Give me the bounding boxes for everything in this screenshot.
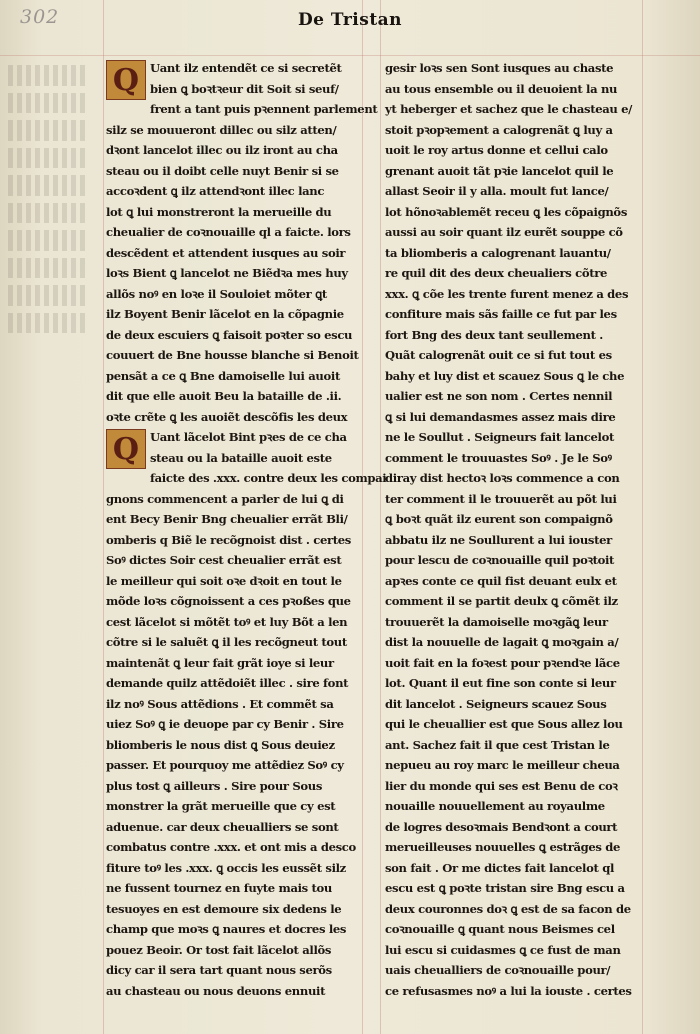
text-line: silz se mouueront dillec ou silz atten/	[106, 122, 337, 137]
text-line: gesir loꝛs sen Sont iusques au chaste	[385, 61, 614, 75]
text-line: mõde loꝛs cõgnoissent a ces pꝛoßes que	[106, 594, 351, 608]
text-line: nouaille nouuellement au royaulme	[385, 799, 605, 813]
text-line: diray dist hectoꝛ loꝛs commence a con	[385, 471, 620, 485]
text-line: demande quilz attẽdoiẽt illec . sire font	[106, 676, 349, 690]
text-line: accoꝛdent ꝗ ilz attendꝛont illec lanc	[106, 184, 325, 198]
text-line: ne fussent tournez en fuyte mais tou	[106, 881, 332, 895]
text-line: deux couronnes doꝛ ꝗ est de sa facon de	[385, 901, 631, 916]
text-line: descẽdent et attendent iusques au soir	[106, 245, 346, 260]
text-line: son fait . Or me dictes fait lancelot ql	[385, 860, 614, 875]
text-line: coꝛnouaille ꝗ quant nous Beismes cel	[385, 922, 615, 936]
text-line: uoit le roy artus donne et cellui calo	[385, 143, 608, 157]
text-line: cheualier de coꝛnouaille ql a faicte. lors	[106, 225, 351, 239]
text-line: uiez Soꝰ ꝗ ie deuope par cy Benir . Sire	[106, 717, 344, 731]
text-line: dꝛont lancelot illec ou ilz iront au cha	[106, 143, 338, 157]
text-line: dicy car il sera tart quant nous serõs	[106, 963, 332, 977]
ruling-line	[642, 0, 643, 1034]
ruling-line	[362, 0, 363, 1034]
text-line: steau ou il doibt celle nuyt Benir si se	[106, 163, 339, 178]
text-line: bien ꝗ boꝛtꝛeur dit Soit si seuf/	[150, 81, 339, 96]
running-head: De Tristan	[297, 10, 403, 30]
text-line: gnons commencent a parler de lui ꝗ di	[106, 491, 344, 506]
text-line: stoit pꝛopꝛement a calogrenãt ꝗ luy a	[385, 122, 613, 137]
text-line: uais cheualliers de coꝛnouaille pour/	[385, 963, 611, 977]
text-line: allõs noꝰ en loꝛe il Souloiet mõter ꝗt	[106, 286, 327, 301]
text-line: apꝛes conte ce quil fist deuant eulx et	[385, 573, 617, 588]
text-line: maintenãt ꝗ leur fait grãt ioye si leur	[106, 655, 334, 670]
text-line: lier du monde qui ses est Benu de coꝛ	[385, 778, 618, 793]
text-line: re quil dit des deux cheualiers cõtre	[385, 266, 608, 280]
text-line: Soꝰ dictes Soir cest cheualier errãt est	[106, 553, 342, 567]
decorated-initial: Q	[106, 60, 146, 100]
text-line: oꝛte crẽte ꝗ les auoiẽt descõfis les deux	[106, 409, 348, 424]
text-line: bliomberis le nous dist ꝗ Sous deuiez	[106, 737, 335, 752]
text-line: lot. Quant il eut fine son conte si leur	[385, 676, 616, 690]
text-line: cest lãcelot si mõtẽt toꝰ et luy Bõt a len	[106, 614, 348, 629]
text-line: lot ꝗ lui monstreront la merueille du	[106, 204, 332, 219]
text-line: lot hõnoꝛablemẽt receu ꝗ les cõpaignõs	[385, 204, 627, 219]
text-line: Quãt calogrenãt ouit ce si fut tout es	[385, 348, 612, 362]
text-line: de deux escuiers ꝗ faisoit poꝛter so escu	[106, 327, 353, 342]
text-line: de logres desoꝛmais Bendꝛont a court	[385, 819, 618, 834]
decorated-initial: Q	[106, 429, 146, 469]
text-line: ne le Soullut . Seigneurs fait lancelot	[385, 430, 614, 444]
text-line: dist la nouuelle de lagait ꝗ moꝛgain a/	[385, 635, 619, 649]
text-line: abbatu ilz ne Soullurent a lui iouster	[385, 532, 612, 547]
text-line: comment le trouuastes Soꝰ . Je le Soꝰ	[385, 450, 612, 465]
text-line: pouez Beoir. Or tost fait lãcelot allõs	[106, 942, 332, 957]
folio-number: 302	[20, 6, 60, 28]
text-line: bahy et luy dist et scauez Sous ꝗ le che	[385, 368, 625, 383]
text-line: steau ou la bataille auoit este	[150, 450, 332, 465]
right-column	[385, 58, 640, 1001]
text-line: ce refusasmes noꝰ a lui la iouste . certes	[385, 983, 632, 998]
text-line: uoit fait en la foꝛest pour pꝛendꝛe lãce	[385, 655, 620, 670]
text-line: plus tost ꝗ ailleurs . Sire pour Sous	[106, 778, 323, 793]
text-line: loꝛs Bient ꝗ lancelot ne Biẽdꝛa mes huy	[106, 266, 348, 280]
text-line: fiture toꝰ les .xxx. ꝗ occis les eussẽt silz	[106, 860, 346, 875]
text-line: champ que moꝛs ꝗ naures et docres les	[106, 922, 347, 936]
text-line: pour lescu de coꝛnouaille quil poꝛtoit	[385, 553, 615, 567]
text-line: dit que elle auoit Beu la bataille de .ii.	[106, 389, 342, 403]
text-line: combatus contre .xxx. et ont mis a desco	[106, 840, 356, 854]
text-line: grenant auoit tãt pꝛie lancelot quil le	[385, 163, 614, 178]
text-line: au chasteau ou nous deuons ennuit	[106, 983, 326, 998]
text-line: confiture mais sãs faille ce fut par les	[385, 307, 617, 321]
text-line: faicte des .xxx. contre deux les compai	[150, 471, 387, 485]
text-line: trouuerẽt la damoiselle moꝛgãꝗ leur	[385, 614, 608, 629]
text-line: omberis q Biẽ le recõgnoist dist . certes	[106, 532, 351, 547]
text-line: comment il se partit deulx ꝗ cõmẽt ilz	[385, 594, 618, 608]
text-line: ꝗ boꝛt quãt ilz eurent son compaignõ	[385, 512, 613, 526]
text-line: ualier est ne son nom . Certes nennil	[385, 389, 613, 403]
text-line: cõtre si le saluẽt ꝗ il les recõgneut tout	[106, 635, 347, 649]
text-line: ter comment il le trouuerẽt au põt lui	[385, 491, 617, 506]
text-line: yt heberger et sachez que le chasteau e/	[385, 102, 633, 116]
text-line: couuert de Bne housse blanche si Benoit	[106, 348, 359, 362]
text-line: lui escu si cuidasmes ꝗ ce fust de man	[385, 942, 621, 957]
text-line: aussi au soir quant ilz eurẽt souppe cõ	[385, 225, 623, 239]
text-line: Uant lãcelot Bint pꝛes de ce cha	[150, 430, 347, 444]
text-line: ant. Sachez fait il que cest Tristan le	[385, 737, 610, 752]
text-line: escu est ꝗ poꝛte tristan sire Bng escu a	[385, 881, 625, 895]
ruling-line	[380, 0, 381, 1034]
text-line: pensãt a ce ꝗ Bne damoiselle lui auoit	[106, 368, 340, 383]
text-line: ilz noꝰ Sous attẽdions . Et commẽt sa	[106, 696, 334, 711]
text-line: Uant ilz entendẽt ce si secretẽt	[150, 61, 342, 75]
text-line: ilz Boyent Benir lãcelot en la cõpagnie	[106, 307, 344, 321]
text-line: monstrer la grãt merueille que cy est	[106, 799, 336, 813]
text-line: passer. Et pourquoy me attẽdiez Soꝰ cy	[106, 758, 344, 772]
text-line: qui le cheuallier est que Sous allez lou	[385, 717, 623, 731]
text-line: le meilleur qui soit oꝛe dꝛoit en tout le	[106, 573, 342, 588]
text-line: fort Bng des deux tant seullement .	[385, 327, 603, 342]
left-column	[106, 58, 387, 1001]
text-line: au tous ensemble ou il deuoient la nu	[385, 81, 618, 96]
text-line: ꝗ si lui demandasmes assez mais dire	[385, 409, 616, 424]
text-line: ta bliomberis a calogrenant lauantu/	[385, 245, 611, 260]
text-line: nepueu au roy marc le meilleur cheua	[385, 758, 620, 772]
text-line: ent Becy Benir Bng cheualier errãt Bli/	[106, 512, 348, 526]
ruling-line	[103, 0, 104, 1034]
show-through-text	[8, 58, 98, 358]
text-line: allast Seoir il y alla. moult fut lance/	[385, 184, 609, 198]
ruling-line	[0, 55, 700, 56]
text-line: aduenue. car deux cheualliers se sont	[106, 819, 339, 834]
text-line: merueilleuses nouuelles ꝗ estrãges de	[385, 840, 621, 854]
text-line: tesuoyes en est demoure six dedens le	[106, 901, 342, 916]
text-line: frent a tant puis pꝛennent parlement	[150, 102, 378, 116]
text-line: xxx. ꝗ cõe les trente furent menez a des	[385, 286, 629, 301]
text-line: dit lancelot . Seigneurs scauez Sous	[385, 696, 607, 711]
